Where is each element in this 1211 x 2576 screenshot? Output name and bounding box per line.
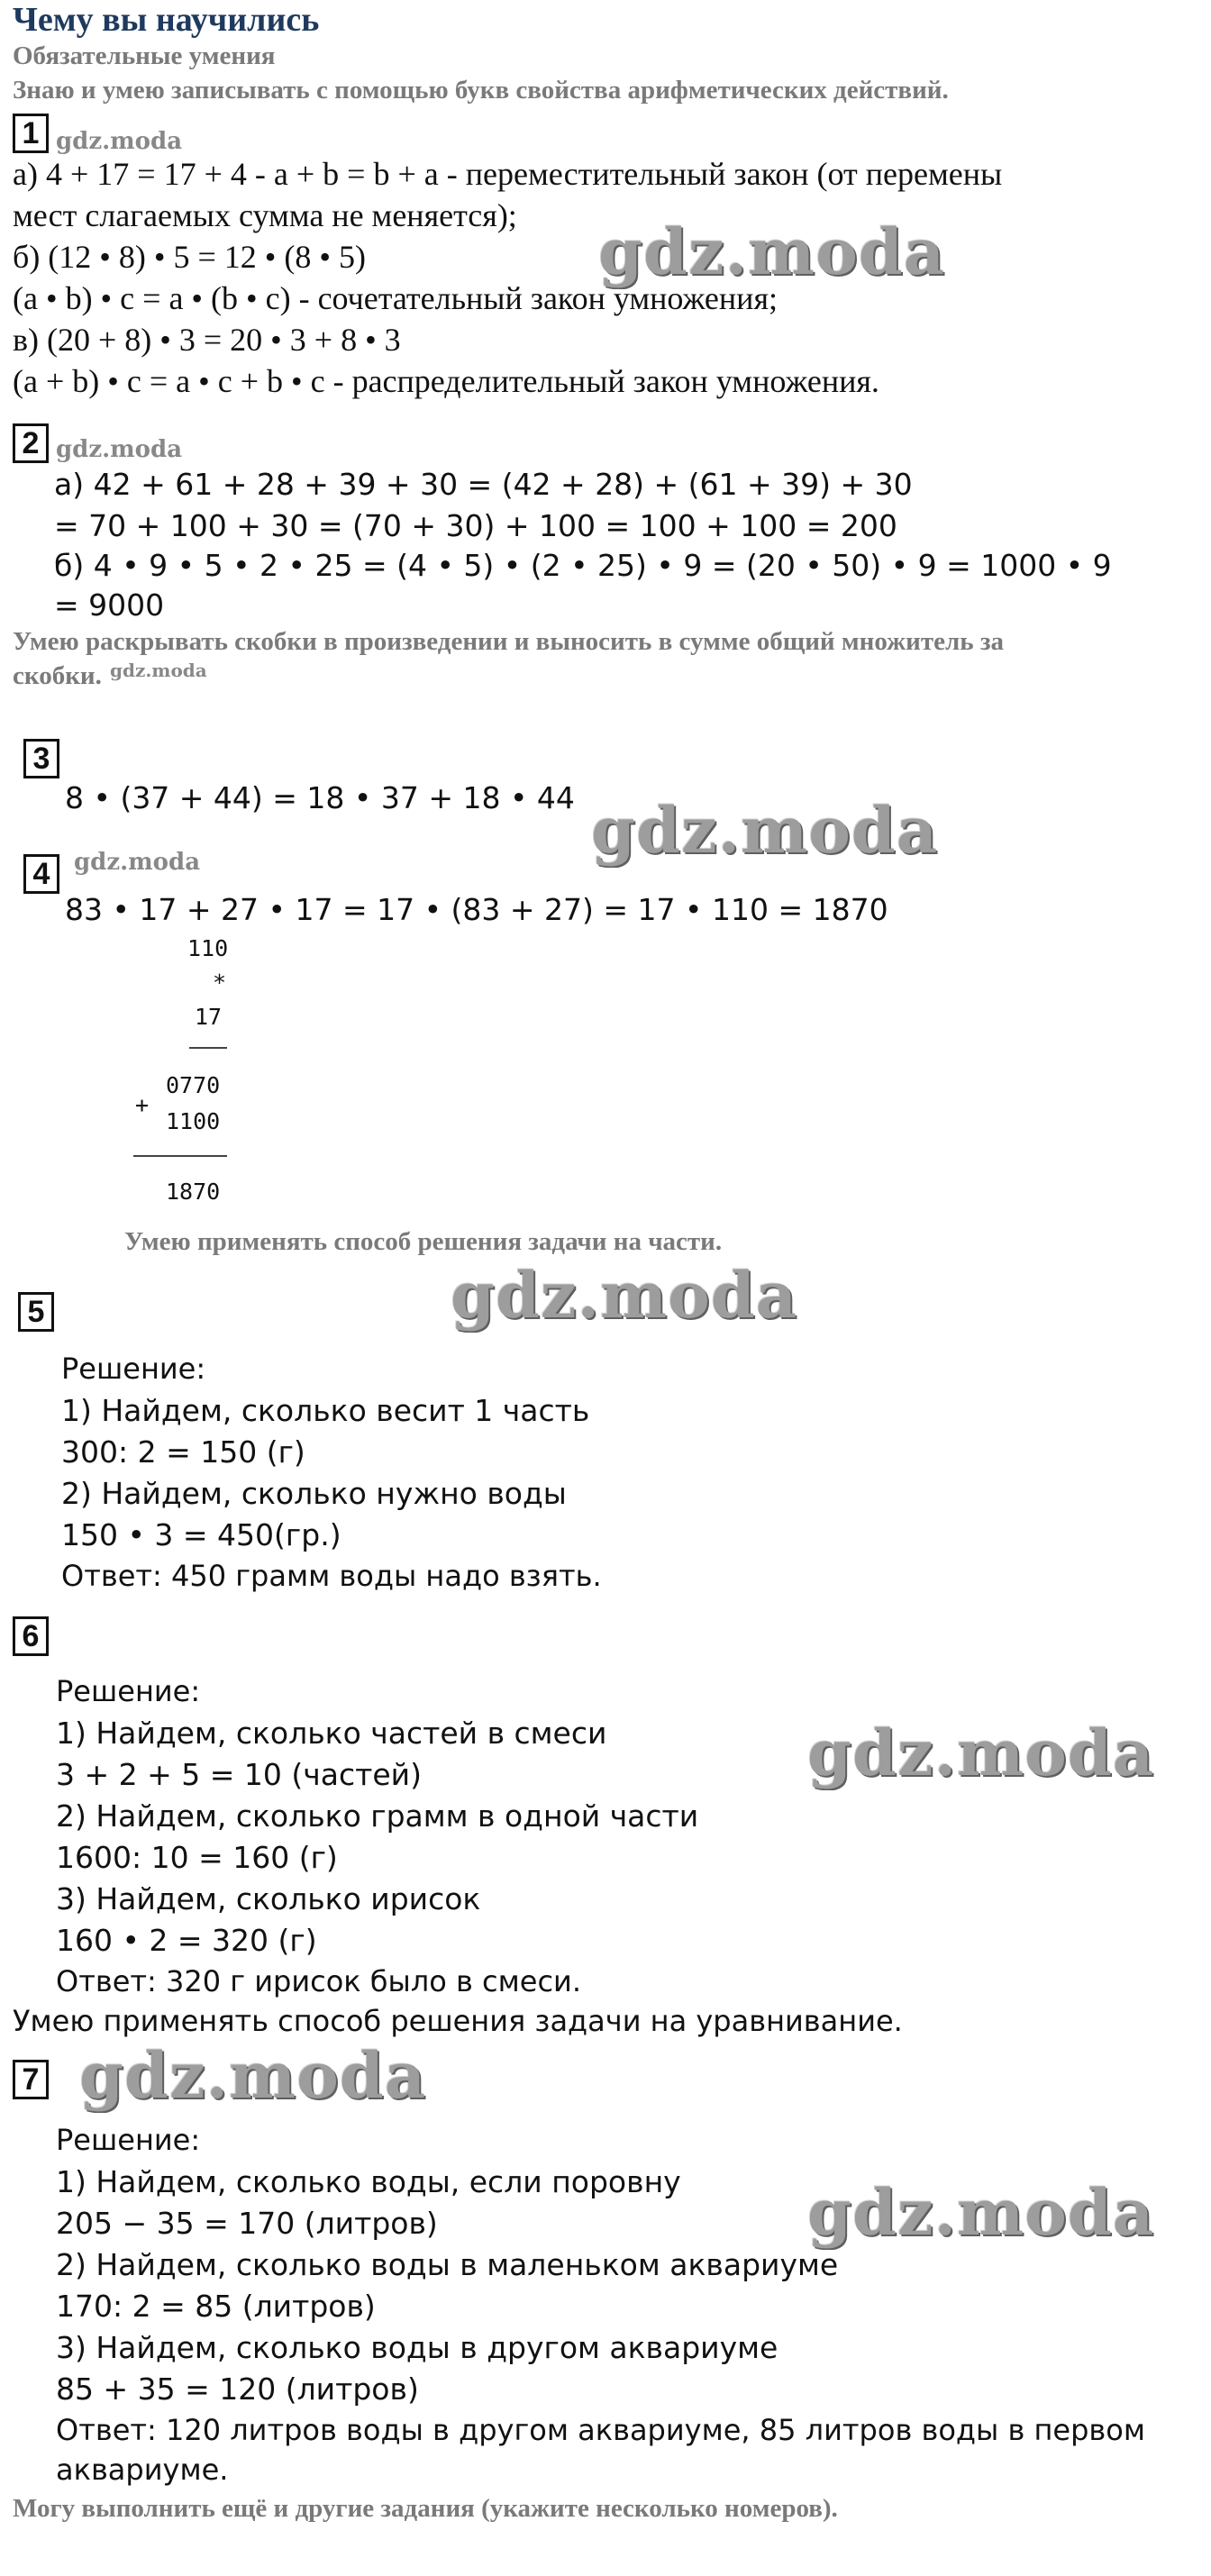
task7-line-5: 3) Найдем, сколько воды в другом аквариуме: [56, 2330, 778, 2365]
column-mult-rule-2: [133, 1155, 227, 1157]
column-mult-partial-2: 1100: [166, 1108, 221, 1134]
task-number-4: 4: [23, 854, 59, 894]
task4-line: 83 • 17 + 27 • 17 = 17 • (83 + 27) = 17 • 110 = 1870: [65, 892, 888, 927]
task1-line-a2: мест слагаемых сумма не меняется);: [13, 197, 517, 233]
task2-line-1: а) 42 + 61 + 28 + 39 + 30 = (42 + 28) + (61 + 39) + 30: [54, 467, 913, 502]
task6-line-6: 160 • 2 = 320 (г): [56, 1923, 317, 1958]
task5-line-3: 2) Найдем, сколько нужно воды: [61, 1476, 567, 1511]
task-number-7: 7: [13, 2060, 49, 2099]
watermark-logo: gdz.moda: [591, 793, 939, 868]
task7-line-3: 2) Найдем, сколько воды в маленьком аквариуме: [56, 2247, 839, 2282]
task7-line-1: 1) Найдем, сколько воды, если поровну: [56, 2164, 681, 2199]
skill-heading-5: Могу выполнить ещё и другие задания (укажите несколько номеров).: [13, 2494, 838, 2523]
task3-line: 8 • (37 + 44) = 18 • 37 + 18 • 44: [65, 780, 575, 815]
task6-heading: Решение:: [56, 1674, 201, 1708]
task5-line-4: 150 • 3 = 450(гр.): [61, 1517, 341, 1552]
watermark-logo: gdz.moda: [807, 1716, 1155, 1790]
task6-line-4: 1600: 10 = 160 (г): [56, 1840, 338, 1875]
skill-heading-3: Умею применять способ решения задачи на части.: [124, 1227, 723, 1256]
task7-answer-2: аквариуме.: [56, 2453, 229, 2487]
watermark-logo: gdz.moda: [451, 1258, 798, 1333]
task6-line-5: 3) Найдем, сколько ирисок: [56, 1881, 481, 1916]
watermark-logo: gdz.moda: [56, 436, 183, 463]
task1-line-b1: б) (12 • 8) • 5 = 12 • (8 • 5): [13, 239, 366, 275]
task1-line-c2: (а + b) • с = а • с + b • с - распределительный закон умножения.: [13, 363, 879, 399]
task1-line-b2: (а • b) • с = а • (b • с) - сочетательный закон умножения;: [13, 280, 778, 316]
task1-line-c1: в) (20 + 8) • 3 = 20 • 3 + 8 • 3: [13, 322, 401, 358]
watermark-logo: gdz.moda: [56, 128, 183, 155]
task7-answer-1: Ответ: 120 литров воды в другом аквариуме, 85 литров воды в первом: [56, 2413, 1145, 2447]
skill-heading-1: Знаю и умею записывать с помощью букв свойства арифметических действий.: [13, 76, 949, 105]
column-mult-rule-1: [189, 1047, 227, 1049]
watermark-logo: gdz.moda: [807, 2175, 1155, 2250]
task-number-6: 6: [13, 1616, 49, 1656]
task-number-1: 1: [13, 114, 49, 153]
task5-line-1: 1) Найдем, сколько весит 1 часть: [61, 1393, 590, 1428]
column-mult-op: *: [213, 969, 227, 996]
watermark-logo: gdz.moda: [598, 214, 946, 289]
column-mult-result: 1870: [166, 1179, 221, 1205]
task5-answer: Ответ: 450 грамм воды надо взять.: [61, 1559, 602, 1593]
task5-line-2: 300: 2 = 150 (г): [61, 1434, 305, 1470]
task2-line-2: = 70 + 100 + 30 = (70 + 30) + 100 = 100 + 100 = 200: [54, 508, 897, 543]
task7-line-2: 205 − 35 = 170 (литров): [56, 2206, 438, 2241]
task2-line-3: б) 4 • 9 • 5 • 2 • 25 = (4 • 5) • (2 • 25) • 9 = (20 • 50) • 9 = 1000 • 9: [54, 548, 1112, 583]
task7-line-6: 85 + 35 = 120 (литров): [56, 2371, 419, 2407]
task7-line-4: 170: 2 = 85 (литров): [56, 2289, 376, 2324]
task5-heading: Решение:: [61, 1352, 206, 1386]
task7-heading: Решение:: [56, 2123, 201, 2157]
skill-heading-4: Умею применять способ решения задачи на уравнивание.: [13, 2004, 903, 2038]
column-mult-plus: +: [135, 1092, 150, 1118]
task2-line-4: = 9000: [54, 587, 165, 623]
watermark-logo: gdz.moda: [79, 2038, 427, 2113]
task6-line-3: 2) Найдем, сколько грамм в одной части: [56, 1798, 699, 1834]
task-number-3: 3: [23, 739, 59, 778]
task1-line-a1: а) 4 + 17 = 17 + 4 - а + b = b + а - переместительный закон (от перемены: [13, 156, 1003, 192]
task-number-2: 2: [13, 423, 49, 463]
page-title: Чему вы научились: [13, 1, 320, 39]
task-number-5: 5: [18, 1292, 54, 1332]
column-mult-partial-1: 0770: [166, 1072, 221, 1098]
watermark-logo: gdz.moda: [110, 660, 207, 681]
section-subtitle: Обязательные умения: [13, 41, 276, 70]
task6-line-1: 1) Найдем, сколько частей в смеси: [56, 1716, 607, 1751]
skill-heading-2-cont: скобки.: [13, 661, 102, 690]
column-mult-b: 17: [195, 1004, 223, 1030]
column-mult-a: 110: [187, 935, 229, 961]
task6-line-2: 3 + 2 + 5 = 10 (частей): [56, 1757, 422, 1792]
task6-answer: Ответ: 320 г ирисок было в смеси.: [56, 1964, 581, 1998]
skill-heading-2: Умею раскрывать скобки в произведении и выносить в сумме общий множитель за: [13, 627, 1004, 656]
watermark-logo: gdz.moda: [74, 849, 201, 876]
